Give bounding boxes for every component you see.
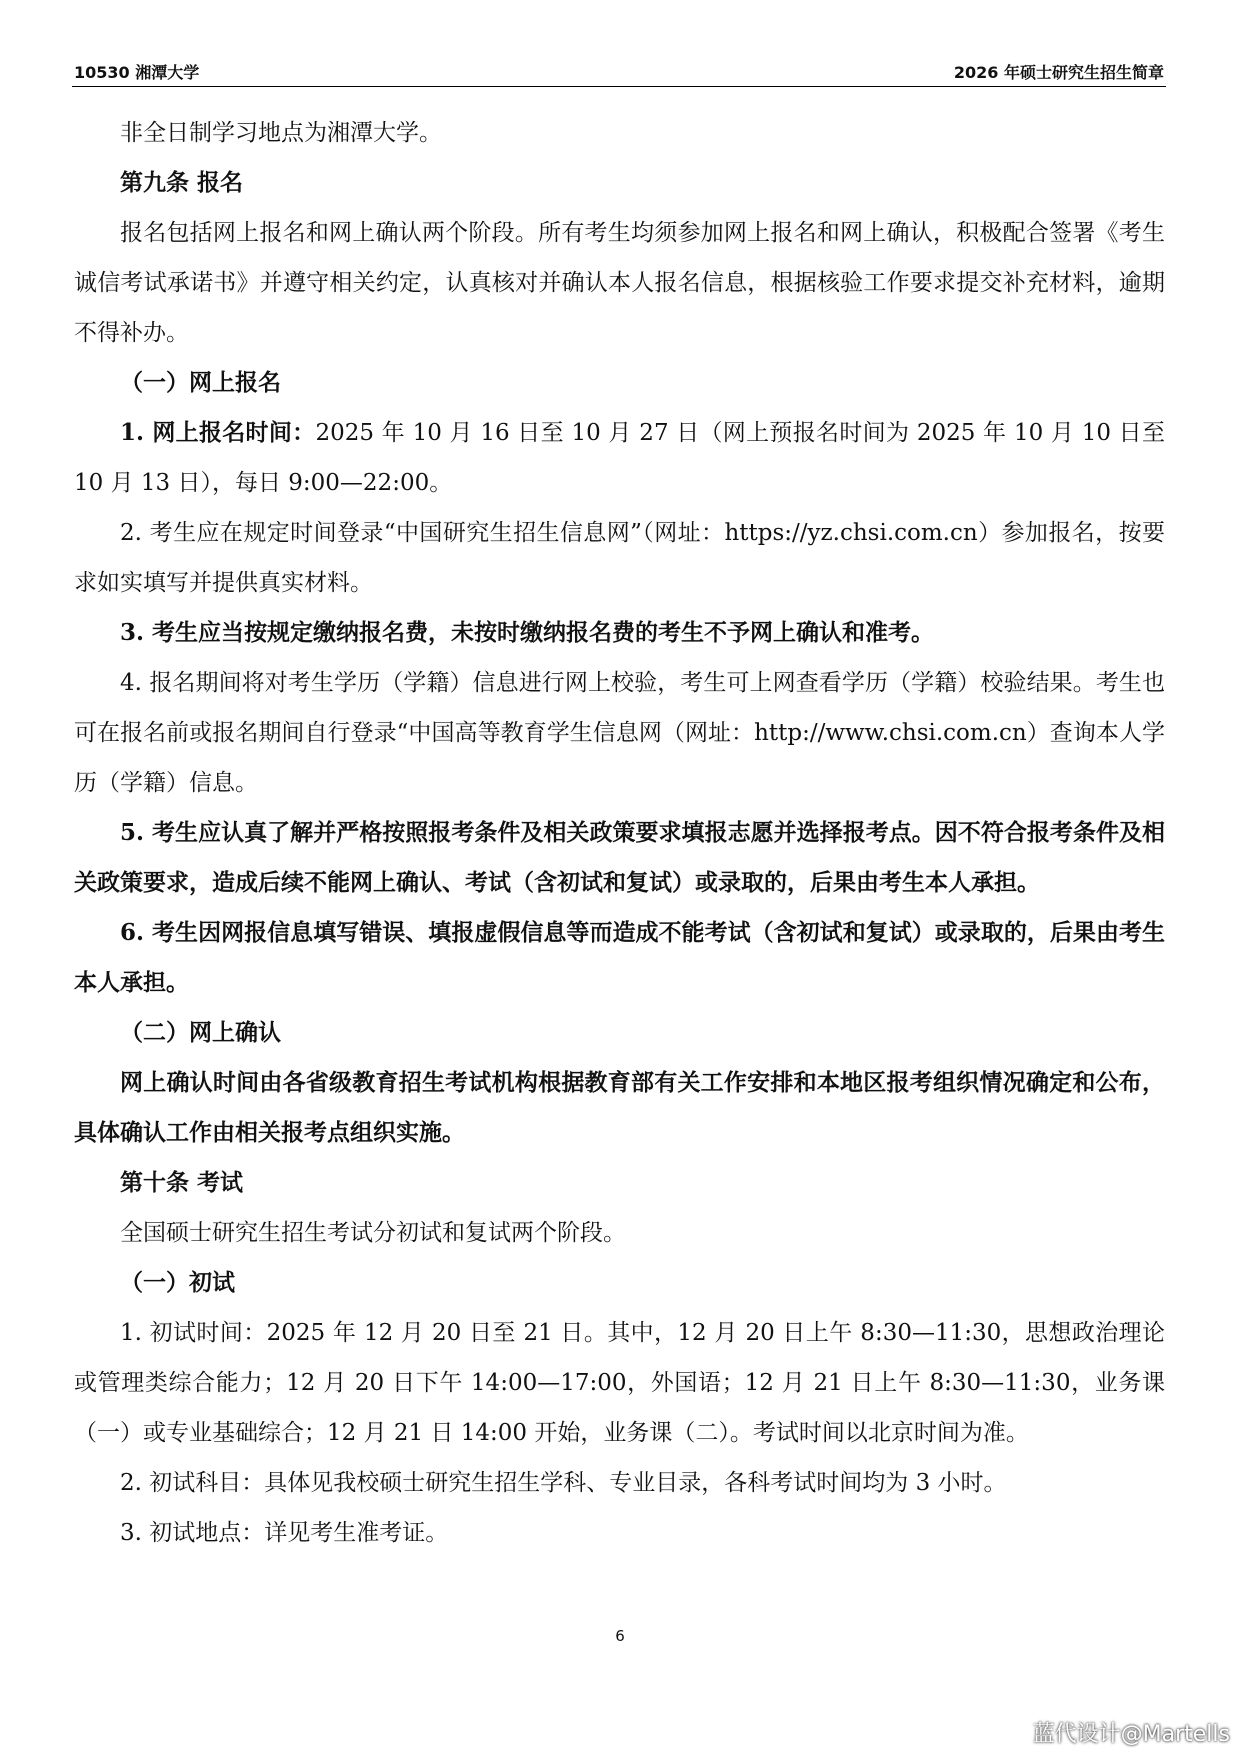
section-heading: （一）网上报名 — [120, 369, 281, 396]
article-heading: 第九条 报名 — [120, 169, 244, 196]
header-university: 10530 湘潭大学 — [74, 63, 200, 82]
paragraph: 非全日制学习地点为湘潭大学。 — [120, 120, 442, 146]
section-heading: （一）初试 — [120, 1269, 235, 1296]
paragraph: 2. 考生应在规定时间登录“中国研究生招生信息网”（网址：https://yz.chsi.com.cn）参加报名，按要求如实填写并提供真实材料。 — [74, 520, 1165, 596]
inline-text: 2025 年 10 月 16 日至 10 月 27 日（网上预报名时间为 2025 年 10 月 10 日至 10 月 13 日），每日 9:00—22:00。 — [74, 420, 1165, 496]
document-body — [74, 108, 1165, 1558]
paragraph: 5. 考生应认真了解并严格按照报考条件及相关政策要求填报志愿并选择报考点。因不符合报考条件及相关政策要求，造成后续不能网上确认、考试（含初试和复试）或录取的，后果由考生本人承担。 — [74, 819, 1165, 896]
paragraph: 报名包括网上报名和网上确认两个阶段。所有考生均须参加网上报名和网上确认，积极配合签署《考生诚信考试承诺书》并遵守相关约定，认真核对并确认本人报名信息，根据核验工作要求提交补充材料，逾期不得补办。 — [74, 220, 1165, 346]
paragraph — [74, 408, 1165, 508]
paragraph: 网上确认时间由各省级教育招生考试机构根据教育部有关工作安排和本地区报考组织情况确定和公布，具体确认工作由相关报考点组织实施。 — [74, 1069, 1165, 1146]
paragraph: 6. 考生因网报信息填写错误、填报虚假信息等而造成不能考试（含初试和复试）或录取的，后果由考生本人承担。 — [74, 919, 1165, 996]
paragraph: 全国硕士研究生招生考试分初试和复试两个阶段。 — [120, 1220, 626, 1246]
page-number: 6 — [615, 1627, 625, 1645]
article-heading: 第十条 考试 — [120, 1169, 244, 1196]
section-heading: （二）网上确认 — [120, 1019, 281, 1046]
watermark: 蓝代设计@Martells — [1032, 1722, 1230, 1747]
paragraph: 4. 报名期间将对考生学历（学籍）信息进行网上校验，考生可上网查看学历（学籍）校验结果。考生也可在报名前或报名期间自行登录“中国高等教育学生信息网（网址：http://www.chsi.com.cn）查询本人学历（学籍）信息。 — [74, 670, 1165, 796]
inline-label: 1. 网上报名时间： — [120, 419, 316, 446]
paragraph: 1. 初试时间：2025 年 12 月 20 日至 21 日。其中，12 月 20 日上午 8:30—11:30，思想政治理论或管理类综合能力；12 月 20 日下午 14:00—17:00，外国语；12 月 21 日上午 8:30—11:30，业务课（一）或专业基础综合；12 月 21 日 14:00 开始，业务课（二）。考试时间以北京时间为准。 — [74, 1320, 1165, 1446]
page-header — [72, 56, 1166, 87]
header-title: 2026 年硕士研究生招生简章 — [953, 63, 1164, 82]
paragraph: 3. 初试地点：详见考生准考证。 — [120, 1520, 449, 1546]
paragraph: 2. 初试科目：具体见我校硕士研究生招生学科、专业目录，各科考试时间均为 3 小时。 — [120, 1470, 1007, 1496]
paragraph: 3. 考生应当按规定缴纳报名费，未按时缴纳报名费的考生不予网上确认和准考。 — [120, 619, 935, 646]
